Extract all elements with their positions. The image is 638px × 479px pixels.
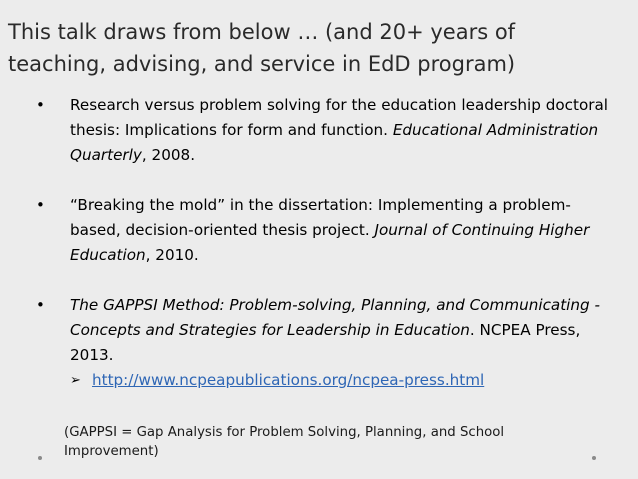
reference-text: “Breaking the mold” in the dissertation: Implementing a problem-based, decision-oriented thesis project. <box>70 196 571 239</box>
reference-journal: Educational Administration Quarterly <box>70 121 599 164</box>
reference-link-item <box>70 368 616 393</box>
slide-title-line-2: teaching, advising, and service in EdD program) <box>8 52 516 76</box>
reference-item-2010 <box>36 193 616 268</box>
reference-year: , 2010. <box>145 246 199 264</box>
reference-item-2013 <box>36 293 616 393</box>
bullet-icon: • <box>36 96 45 114</box>
reference-item-2008 <box>36 93 616 168</box>
ncpea-press-link[interactable]: http://www.ncpeapublications.org/ncpea-press.html <box>92 371 485 389</box>
arrow-bullet-icon: ➢ <box>70 373 81 388</box>
reference-publisher: . NCPEA Press, 2013. <box>70 321 581 364</box>
decorative-dot-right <box>592 456 596 460</box>
reference-text: Research versus problem solving for the education leadership doctoral thesis: Implications for form and function. <box>70 96 609 139</box>
slide-title-line-1: This talk draws from below … (and 20+ years of <box>8 20 516 44</box>
bullet-icon: • <box>36 196 45 214</box>
bullet-icon: • <box>36 296 45 314</box>
decorative-dot-left <box>38 456 42 460</box>
reference-journal: Journal of Continuing Higher Education <box>70 221 590 264</box>
gappsi-footnote: (GAPPSI = Gap Analysis for Problem Solving, Planning, and School Improvement) <box>64 425 505 459</box>
slide-title <box>8 16 628 80</box>
reference-year: , 2008. <box>141 146 196 164</box>
reference-book-title: The GAPPSI Method: Problem-solving, Planning, and Communicating - Concepts and Strategies for Leadership in Education <box>70 296 600 339</box>
reference-list <box>36 93 616 393</box>
